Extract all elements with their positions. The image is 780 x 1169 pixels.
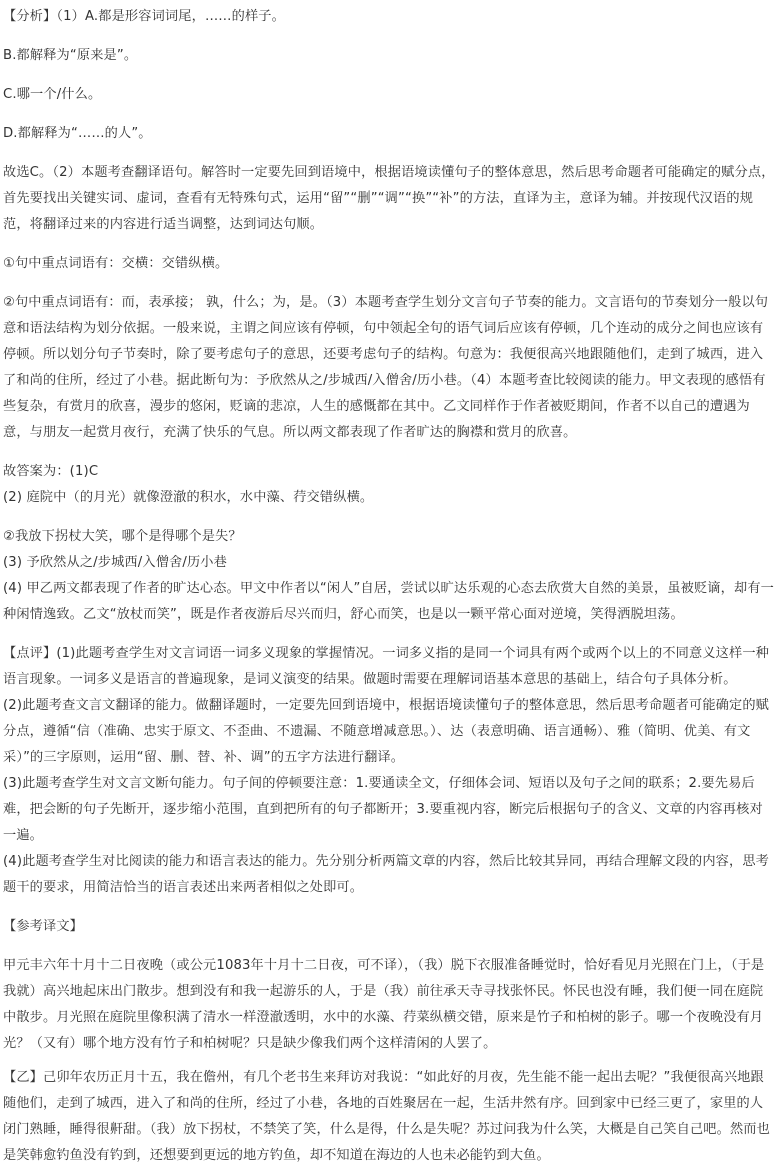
translation-heading: 【参考译文】 bbox=[3, 919, 84, 934]
analysis-paragraph-3: C.哪一个/什么。 bbox=[3, 87, 102, 102]
comment-paragraph-3: (3)此题考查学生对文言文断句能力。句子间的停顿要注意：1.要通读全文，仔细体会词、短语以及句子之间的联系；2.要先易后难，把会断的句子先断开，逐步缩小范围，直到把所有的句子都断开；3.要重视内容，断完后根据句子的含义、文章的内容再核对一遍。 bbox=[3, 776, 763, 843]
analysis-paragraph-1: 【分析】（1）A.都是形容词词尾，……的样子。 bbox=[3, 9, 285, 24]
answer-line-4: (3) 予欣然从之/步城西/入僧舍/历小巷 bbox=[3, 555, 227, 570]
analysis-paragraph-7: ②句中重点词语有：而，表承接； 孰，什么；为，是。（3）本题考查学生划分文言句子节奏的能力。文言语句的节奏划分一般以句意和语法结构为划分依据。一般来说，主谓之间应该有停顿，句中领起全句的语气词后应该有停顿，几个连动的成分之间也应该有停顿。所以划分句子节奏时，除了要考虑句子的意思，还要考虑句子的结构。句意为：我便很高兴地跟随他们，走到了城西，进入了和尚的住所，经过了小巷。据此断句为：予欣然从之/步城西/入僧舍/历小巷。（4）本题考查比较阅读的能力。甲文表现的感悟有些复杂，有赏月的欣喜，漫步的悠闲，贬谪的悲凉，人生的感慨都在其中。乙文同样作于作者被贬期间，作者不以自己的遭遇为意，与朋友一起赏月夜行，充满了快乐的气息。所以两文都表现了作者旷达的胸襟和赏月的欣喜。 bbox=[3, 295, 769, 440]
answer-line-5: (4) 甲乙两文都表现了作者的旷达心态。甲文中作者以“闲人”自居，尝试以旷达乐观的心态去欣赏大自然的美景，虽被贬谪，却有一种闲情逸致。乙文“放杖而笑”，既是作者夜游后尽兴而归，舒心而笑，也是以一颗平常心面对逆境，笑得洒脱坦荡。 bbox=[3, 581, 774, 622]
analysis-paragraph-2: B.都解释为“原来是”。 bbox=[3, 48, 138, 63]
comment-paragraph-1: 【点评】(1)此题考查学生对文言词语一词多义现象的掌握情况。一词多义指的是同一个词具有两个或两个以上的不同意义这样一种语言现象。一词多义是语言的普遍现象，是词义演变的结果。做题时需要在理解词语基本意思的基础上，结合句子具体分析。 bbox=[3, 646, 770, 687]
comment-paragraph-4: (4)此题考查学生对比阅读的能力和语言表达的能力。先分别分析两篇文章的内容，然后比较其异同，再结合理解文段的内容，思考题干的要求，用简洁恰当的语言表述出来两者相似之处即可。 bbox=[3, 854, 770, 895]
analysis-paragraph-4: D.都解释为“……的人”。 bbox=[3, 126, 152, 141]
translation-jia: 甲元丰六年十月十二日夜晚（或公元1083年十月十二日夜，可不译），（我）脱下衣服准备睡觉时，恰好看见月光照在门上，（于是我就）高兴地起床出门散步。想到没有和我一起游乐的人，于是（我）前往承天寺寻找张怀民。怀民也没有睡，我们便一同在庭院中散步。月光照在庭院里像积满了清水一样澄澈透明，水中的水藻、荇菜纵横交错，原来是竹子和柏树的影子。哪一个夜晚没有月光？（又有）哪个地方没有竹子和柏树呢？只是缺少像我们两个这样清闲的人罢了。 bbox=[3, 958, 765, 1051]
answer-line-2: (2) 庭院中（的月光）就像澄澈的积水，水中藻、荇交错纵横。 bbox=[3, 490, 374, 505]
answer-line-1: 故答案为：(1)C bbox=[3, 464, 99, 479]
translation-yi: 【乙】己卯年农历正月十五，我在儋州，有几个老书生来拜访对我说：“如此好的月夜，先生能不能一起出去呢？”我便很高兴地跟随他们，走到了城西，进入了和尚的住所，经过了小巷，各地的百姓聚居在一起，生活井然有序。回到家中已经三更了，家里的人闭门熟睡，睡得很鼾甜。（我）放下拐杖，不禁笑了笑，什么是得，什么是失呢？苏过问我为什么笑，大概是自己笑自己吧。然而也是笑韩愈钓鱼没有钓到，还想要到更远的地方钓鱼，却不知道在海边的人也未必能钓到大鱼。 bbox=[3, 1070, 770, 1163]
analysis-paragraph-6: ①句中重点词语有：交横：交错纵横。 bbox=[3, 256, 229, 271]
answer-line-3: ②我放下拐杖大笑，哪个是得哪个是失？ bbox=[3, 529, 242, 544]
comment-paragraph-2: (2)此题考查文言文翻译的能力。做翻译题时，一定要先回到语境中，根据语境读懂句子的整体意思，然后思考命题者可能确定的赋分点，遵循“信（准确、忠实于原文、不歪曲、不遗漏、不随意增减意思。）、达（表意明确、语言通畅）、雅（简明、优美、有文采）”的三字原则，运用“留、删、替、补、调”的五字方法进行翻译。 bbox=[3, 698, 770, 765]
analysis-paragraph-5: 故选C。（2）本题考查翻译语句。解答时一定要先回到语境中，根据语境读懂句子的整体意思，然后思考命题者可能确定的赋分点，首先要找出关键实词、虚词，查看有无特殊句式，运用“留”“删”“调”“换”“补”的方法，直译为主，意译为辅。并按现代汉语的规范，将翻译过来的内容进行适当调整，达到词达句顺。 bbox=[3, 165, 775, 232]
